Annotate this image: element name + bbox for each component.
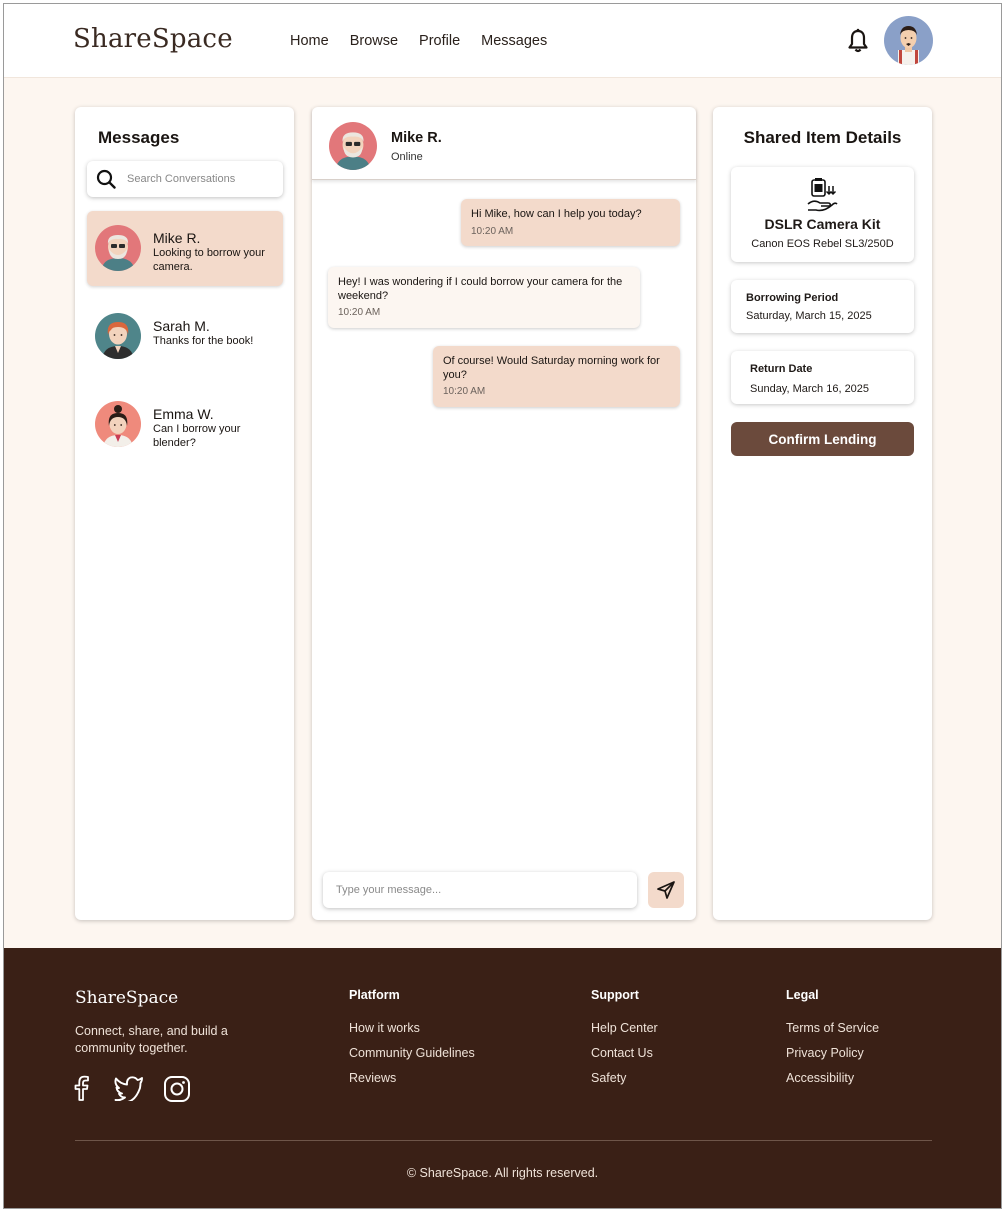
borrowing-period-label: Borrowing Period xyxy=(746,292,839,304)
footer-col-title: Legal xyxy=(786,988,819,1002)
message-text: Of course! Would Saturday morning work for you? xyxy=(443,355,660,381)
avatar xyxy=(95,225,141,271)
conversation-preview: Looking to borrow your camera. xyxy=(153,247,265,273)
conversation-preview: Thanks for the book! xyxy=(153,335,254,347)
nav-messages[interactable]: Messages xyxy=(481,33,548,49)
confirm-lending-button[interactable]: Confirm Lending xyxy=(731,422,914,456)
footer-link[interactable]: Privacy Policy xyxy=(786,1046,864,1060)
conversation-name: Sarah M. xyxy=(153,318,210,334)
message-bubble xyxy=(328,267,640,328)
page xyxy=(3,3,1002,1209)
item-name: DSLR Camera Kit xyxy=(764,216,881,232)
message-time: 10:20 AM xyxy=(471,225,514,237)
footer-tagline: Connect, share, and build a community together. xyxy=(75,1024,228,1055)
search-input[interactable] xyxy=(127,170,277,188)
footer-link[interactable]: Help Center xyxy=(591,1021,658,1035)
avatar xyxy=(95,313,141,359)
send-icon xyxy=(656,880,676,900)
messages-panel xyxy=(75,107,294,920)
return-date-card xyxy=(731,351,914,404)
conversation-item-emma[interactable] xyxy=(87,387,283,462)
nav-home[interactable]: Home xyxy=(290,33,329,49)
messages-title: Messages xyxy=(98,128,180,147)
nav-browse[interactable]: Browse xyxy=(349,33,399,49)
send-button[interactable] xyxy=(648,872,684,908)
message-bubble xyxy=(461,199,680,246)
instagram-icon[interactable] xyxy=(163,1075,191,1103)
footer xyxy=(4,948,1001,1209)
message-bubble xyxy=(433,346,680,407)
footer-link[interactable]: Accessibility xyxy=(786,1071,855,1085)
footer-copyright: © ShareSpace. All rights reserved. xyxy=(406,1166,599,1180)
chat-header xyxy=(312,107,696,180)
footer-link[interactable]: Contact Us xyxy=(591,1046,653,1060)
footer-col-title: Support xyxy=(591,988,639,1002)
footer-col-support xyxy=(591,988,658,1096)
top-header xyxy=(4,4,1001,78)
footer-logo[interactable]: ShareSpace xyxy=(75,988,179,1008)
footer-link[interactable]: Safety xyxy=(591,1071,627,1085)
bell-icon[interactable] xyxy=(846,28,870,54)
main-nav xyxy=(290,33,568,49)
contact-name: Mike R. xyxy=(391,130,442,146)
camera-share-icon xyxy=(806,177,840,213)
conversation-name: Emma W. xyxy=(153,406,214,422)
avatar xyxy=(95,401,141,447)
borrowing-period-card xyxy=(731,280,914,333)
footer-divider xyxy=(75,1140,932,1141)
message-text: Hi Mike, how can I help you today? xyxy=(471,208,642,220)
search-icon xyxy=(96,169,116,189)
footer-link[interactable]: Reviews xyxy=(349,1071,397,1085)
return-date-label: Return Date xyxy=(750,363,813,375)
conversation-item-sarah[interactable] xyxy=(87,299,283,374)
user-avatar[interactable] xyxy=(884,16,933,65)
nav-profile[interactable]: Profile xyxy=(419,33,461,49)
footer-link[interactable]: How it works xyxy=(349,1021,420,1035)
conversation-item-mike[interactable] xyxy=(87,211,283,286)
message-text: Hey! I was wondering if I could borrow your camera for the weekend? xyxy=(338,276,623,302)
item-card xyxy=(731,167,914,262)
conversation-name: Mike R. xyxy=(153,230,201,246)
twitter-icon[interactable] xyxy=(114,1075,144,1101)
conversation-preview: Can I borrow your blender? xyxy=(153,423,241,449)
footer-col-title: Platform xyxy=(349,988,400,1002)
message-time: 10:20 AM xyxy=(443,386,486,397)
borrowing-period-value: Saturday, March 15, 2025 xyxy=(746,310,872,322)
facebook-icon[interactable] xyxy=(70,1075,92,1101)
message-input[interactable] xyxy=(336,881,626,899)
footer-link[interactable]: Community Guidelines xyxy=(349,1046,475,1060)
footer-col-legal xyxy=(786,988,879,1096)
message-time: 10:20 AM xyxy=(338,307,381,318)
return-date-value: Sunday, March 16, 2025 xyxy=(750,383,870,395)
contact-status: Online xyxy=(391,151,423,163)
contact-avatar xyxy=(329,122,377,170)
item-model: Canon EOS Rebel SL3/250D xyxy=(751,238,894,250)
details-title: Shared Item Details xyxy=(743,128,902,147)
logo[interactable]: ShareSpace xyxy=(73,24,233,54)
footer-link[interactable]: Terms of Service xyxy=(786,1021,880,1035)
chat-panel xyxy=(312,107,696,920)
message-composer[interactable] xyxy=(323,872,637,908)
footer-col-platform xyxy=(349,988,475,1096)
details-panel xyxy=(713,107,932,920)
search-box[interactable] xyxy=(87,161,283,197)
